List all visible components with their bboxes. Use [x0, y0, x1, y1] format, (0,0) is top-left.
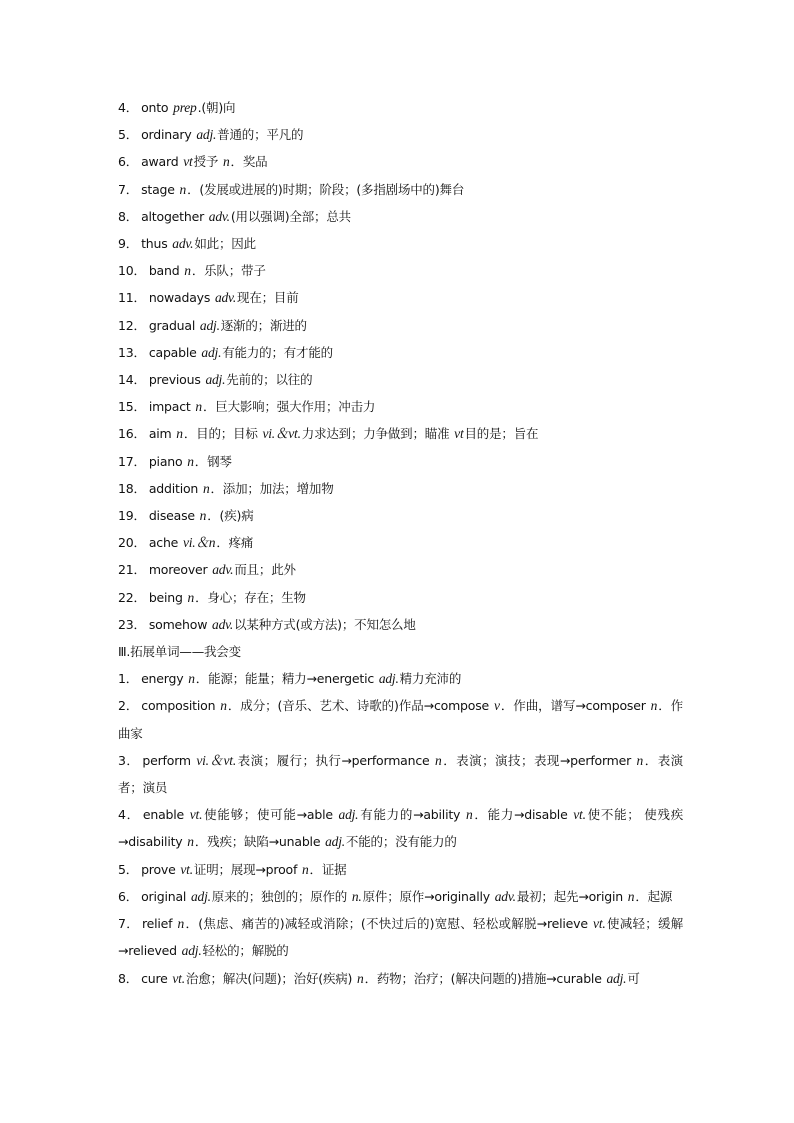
extension-list	[118, 665, 683, 991]
entry-line	[118, 284, 683, 311]
part-of-speech: vt.	[189, 807, 203, 823]
definition: 原来的；独创的；原作的	[211, 888, 351, 904]
part-of-speech: n.	[351, 888, 362, 904]
part-of-speech: n	[179, 181, 187, 197]
part-of-speech: n	[184, 263, 191, 279]
entry-number: 22．	[118, 589, 146, 605]
entry-line	[118, 121, 683, 148]
definition: 不能的；没有能力的	[345, 834, 457, 850]
part-of-speech: vt.	[180, 861, 193, 877]
definition: ．乐队；带子	[191, 263, 266, 279]
part-of-speech: n	[187, 589, 195, 605]
part-of-speech: n	[187, 834, 194, 850]
headword: prove	[141, 861, 180, 877]
section-heading: Ⅲ.拓展单词——我会变	[118, 644, 241, 660]
definition: ．奖品	[230, 154, 268, 170]
headword: onto	[141, 100, 173, 115]
part-of-speech: adj.	[325, 834, 345, 850]
part-of-speech: v	[493, 698, 500, 714]
definition: ．作曲家	[118, 698, 683, 741]
headword: previous	[148, 372, 205, 388]
entry-number: 14．	[118, 372, 146, 388]
definition: 使能够；使可能→able	[203, 807, 338, 823]
part-of-speech: adj.	[338, 807, 359, 823]
part-of-speech: vi.＆vt.	[262, 426, 301, 442]
definition: 最初；起先→origin	[516, 888, 627, 904]
entry-number: 7．	[118, 181, 139, 197]
headword: stage	[141, 181, 179, 197]
definition: 如此；因此	[194, 236, 256, 252]
entry-number: 8．	[118, 970, 139, 986]
part-of-speech: adj.	[378, 671, 399, 687]
part-of-speech: adv.	[212, 562, 234, 578]
part-of-speech: adv.	[494, 888, 516, 904]
definition: ．起源	[635, 888, 673, 904]
entry-number: 4．	[118, 807, 140, 823]
entry-number: 7．	[118, 916, 139, 932]
part-of-speech: n	[434, 752, 442, 768]
entry-number: 3．	[118, 752, 140, 768]
part-of-speech: n	[202, 480, 210, 496]
entry-number: 21．	[118, 562, 146, 578]
entry-line	[118, 312, 683, 339]
headword: addition	[148, 480, 202, 496]
definition: ．表演；演技；表现→performer	[442, 752, 636, 768]
definition: ．表演者；演员	[118, 752, 683, 796]
entry-number: 23．	[118, 616, 146, 632]
part-of-speech: n	[301, 861, 309, 877]
entry-number: 6．	[118, 154, 139, 170]
entry-number: 12．	[118, 317, 146, 333]
definition: ．残疾；缺陷→unable	[194, 834, 325, 850]
entry-number: 16．	[118, 426, 146, 442]
definition: 逐渐的；渐进的	[220, 317, 307, 333]
entry-line	[118, 856, 683, 883]
definition: 授予	[193, 154, 222, 170]
part-of-speech: prep	[173, 100, 197, 115]
entry-line	[118, 176, 683, 203]
definition: .(朝)向	[197, 100, 236, 115]
entry-line	[118, 420, 683, 447]
definition: 可	[627, 970, 640, 986]
definition: ．添加；加法；增加物	[210, 480, 334, 496]
definition: ．能力→disable	[473, 807, 573, 823]
definition: 目的是；旨在	[464, 426, 539, 442]
part-of-speech: n	[195, 399, 202, 415]
headword: composition	[141, 698, 220, 714]
part-of-speech: vt	[454, 426, 464, 442]
entry-line	[118, 747, 683, 801]
part-of-speech: adj.	[199, 317, 220, 333]
headword: being	[148, 589, 187, 605]
definition: 使减轻；缓解→relieved	[118, 916, 683, 959]
entry-line	[118, 203, 683, 230]
part-of-speech: n	[220, 698, 227, 714]
entry-line	[118, 883, 683, 910]
definition: 有能力的→ability	[359, 807, 465, 823]
headword: capable	[148, 344, 201, 360]
headword: nowadays	[148, 290, 214, 306]
headword: ache	[148, 535, 182, 551]
entry-line	[118, 801, 683, 855]
definition: 原件；原作→originally	[362, 888, 494, 904]
part-of-speech: vt	[183, 154, 193, 170]
entry-line	[118, 611, 683, 638]
headword: award	[141, 154, 183, 170]
part-of-speech: n	[650, 698, 658, 714]
definition: 证明；展现→proof	[193, 861, 301, 877]
headword: aim	[148, 426, 176, 442]
definition: 使不能； 使残疾→disability	[118, 807, 683, 850]
part-of-speech: adj.	[201, 344, 222, 360]
definition: ．(疾)病	[207, 508, 254, 524]
headword: disease	[148, 508, 199, 524]
entry-line	[118, 965, 683, 992]
entry-line	[118, 393, 683, 420]
part-of-speech: adv.	[172, 236, 194, 252]
headword: relief	[141, 916, 177, 932]
entry-number: 5．	[118, 861, 139, 877]
entry-line	[118, 475, 683, 502]
part-of-speech: n	[177, 916, 185, 932]
definition: ．目的；目标	[183, 426, 262, 442]
definition: ．身心；存在；生物	[195, 589, 306, 605]
definition: 先前的；以往的	[226, 372, 313, 388]
entry-line	[118, 257, 683, 284]
definition: ．钢琴	[194, 453, 232, 469]
entry-line	[118, 910, 683, 964]
headword: band	[148, 263, 184, 279]
entry-number: 10．	[118, 263, 146, 279]
definition: 精力充沛的	[399, 671, 462, 687]
part-of-speech: n	[222, 154, 230, 170]
headword: ordinary	[141, 127, 196, 143]
part-of-speech: adv.	[208, 208, 230, 224]
entry-line	[118, 556, 683, 583]
entry-number: 13．	[118, 344, 146, 360]
entry-number: 2．	[118, 698, 139, 714]
headword: energy	[141, 671, 188, 687]
part-of-speech: n	[465, 807, 473, 823]
entry-number: 6．	[118, 888, 139, 904]
definition: ．成分；(音乐、艺术、诗歌的)作品→compose	[227, 698, 493, 714]
entry-number: 19．	[118, 508, 146, 524]
entry-number: 17．	[118, 453, 146, 469]
entry-number: 4．	[118, 100, 139, 115]
definition: 轻松的；解脱的	[202, 943, 289, 959]
definition: ．作曲，谱写→composer	[500, 698, 650, 714]
entry-line	[118, 339, 683, 366]
part-of-speech: n	[187, 453, 194, 469]
entry-number: 9．	[118, 236, 139, 252]
part-of-speech: n	[188, 671, 195, 687]
definition: 表演；履行；执行→performance	[237, 752, 434, 768]
part-of-speech: vt.	[573, 807, 586, 823]
entry-line	[118, 584, 683, 611]
vocab-list	[118, 94, 683, 638]
headword: altogether	[141, 208, 208, 224]
headword: enable	[142, 807, 189, 823]
entry-number: 11．	[118, 290, 146, 306]
part-of-speech: n	[357, 970, 364, 986]
headword: gradual	[148, 317, 199, 333]
part-of-speech: adj.	[190, 888, 211, 904]
part-of-speech: vt.	[593, 916, 606, 932]
definition: 现在；目前	[237, 290, 299, 306]
headword: thus	[141, 236, 172, 252]
part-of-speech: adj.	[205, 372, 226, 388]
definition: ．证据	[309, 861, 347, 877]
part-of-speech: vi.＆vt.	[196, 752, 237, 768]
headword: moreover	[148, 562, 212, 578]
document-body	[118, 94, 683, 992]
definition: (用以强调)全部；总共	[230, 208, 351, 224]
headword: somehow	[148, 616, 212, 632]
definition: 以某种方式(或方法)；不知怎么地	[234, 616, 416, 632]
definition: ．能源；能量；精力→energetic	[195, 671, 378, 687]
entry-number: 15．	[118, 399, 146, 415]
definition: ．药物；治疗；(解决问题的)措施→curable	[364, 970, 606, 986]
definition: 有能力的；有才能的	[222, 344, 333, 360]
part-of-speech: n	[627, 888, 635, 904]
entry-line	[118, 502, 683, 529]
part-of-speech: adv.	[212, 616, 234, 632]
entry-number: 8．	[118, 208, 139, 224]
part-of-speech: adv.	[214, 290, 237, 306]
definition: ．(焦虑、痛苦的)减轻或消除；(不快过后的)宽慰、轻松或解脱→relieve	[185, 916, 593, 932]
definition: 力求达到；力争做到；瞄准	[301, 426, 454, 442]
part-of-speech: adj.	[606, 970, 627, 986]
entry-line	[118, 692, 683, 746]
definition: ．(发展或进展的)时期；阶段；(多指剧场中的)舞台	[187, 181, 465, 197]
part-of-speech: n	[636, 752, 644, 768]
headword: cure	[141, 970, 172, 986]
part-of-speech: adj.	[181, 943, 202, 959]
entry-number: 20．	[118, 535, 146, 551]
headword: impact	[148, 399, 195, 415]
entry-number: 18．	[118, 480, 146, 496]
definition: 普通的；平凡的	[217, 127, 304, 143]
part-of-speech: vt.	[172, 970, 185, 986]
entry-line	[118, 448, 683, 475]
entry-number: 1．	[118, 671, 139, 687]
definition: ．巨大影响；强大作用；冲击力	[202, 399, 376, 415]
entry-line	[118, 230, 683, 257]
part-of-speech: n	[176, 426, 183, 442]
definition: ．疼痛	[216, 535, 254, 551]
entry-number: 5．	[118, 127, 139, 143]
headword: perform	[142, 752, 196, 768]
entry-line	[118, 94, 683, 121]
part-of-speech: vi.＆n	[182, 535, 216, 551]
part-of-speech: adj.	[196, 127, 217, 143]
headword: original	[141, 888, 190, 904]
entry-line	[118, 148, 683, 175]
part-of-speech: n	[199, 508, 207, 524]
entry-line	[118, 665, 683, 692]
entry-line	[118, 366, 683, 393]
definition: 而且；此外	[234, 562, 296, 578]
entry-line	[118, 529, 683, 556]
headword: piano	[148, 453, 187, 469]
definition: 治愈；解决(问题)；治好(疾病)	[185, 970, 357, 986]
